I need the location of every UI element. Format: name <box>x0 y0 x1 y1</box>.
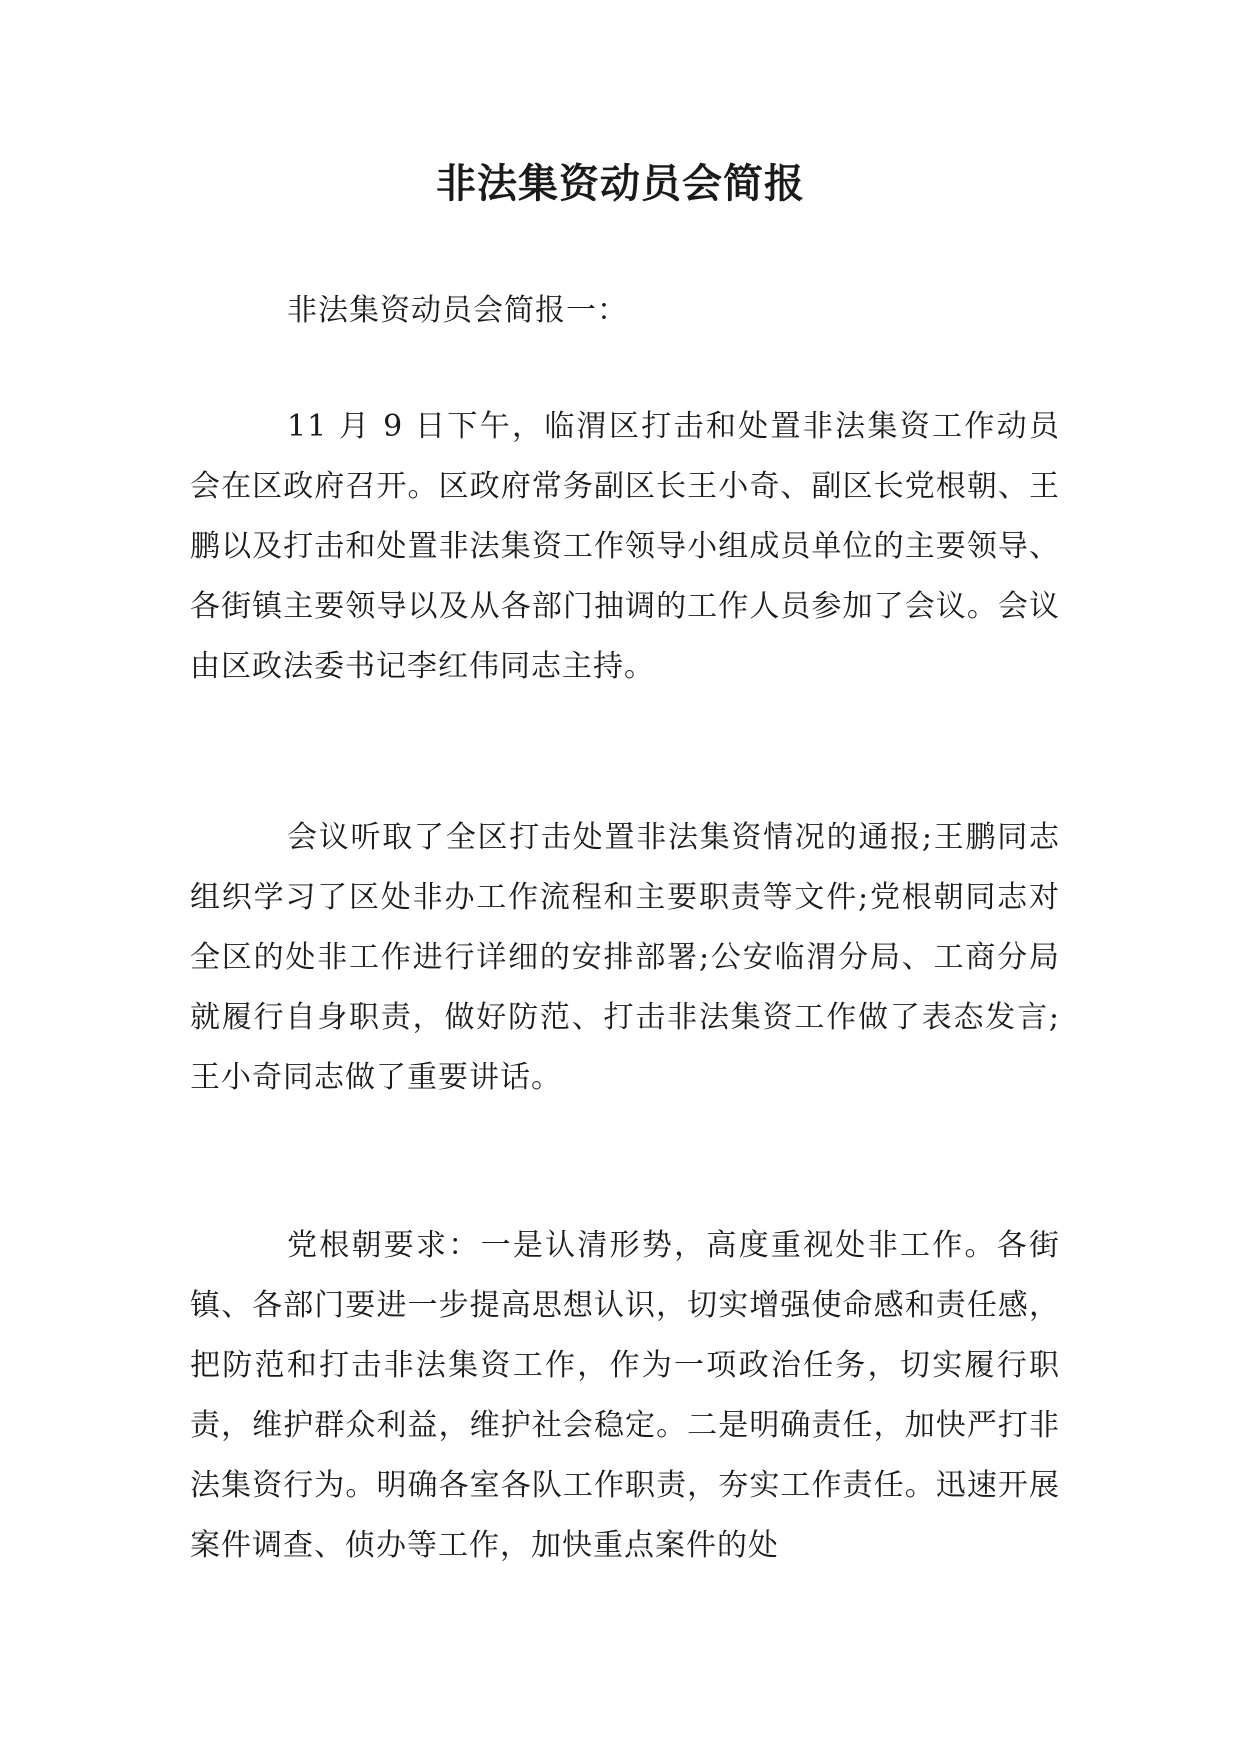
document-title: 非法集资动员会简报 <box>436 160 805 207</box>
subheading-paragraph: 非法集资动员会简报一： <box>287 293 628 328</box>
body-paragraph: 会议听取了全区打击处置非法集资情况的通报;王鹏同志组织学习了区处非办工作流程和主要职责等文件;党根朝同志对全区的处非工作进行详细的安排部署;公安临渭分局、工商分局就履行自身职责，做好防范、打击非法集资工作做了表态发言;王小奇同志做了重要讲话。 <box>190 820 1060 1095</box>
body-paragraph: 11 月 9 日下午，临渭区打击和处置非法集资工作动员会在区政府召开。区政府常务副区长王小奇、副区长党根朝、王鹏以及打击和处置非法集资工作领导小组成员单位的主要领导、各街镇主要领导以及从各部门抽调的工作人员参加了会议。会议由区政法委书记李红伟同志主持。 <box>190 409 1060 684</box>
body-paragraph: 党根朝要求：一是认清形势，高度重视处非工作。各街镇、各部门要进一步提高思想认识，切实增强使命感和责任感，把防范和打击非法集资工作，作为一项政治任务，切实履行职责，维护群众利益，维护社会稳定。二是明确责任，加快严打非法集资行为。明确各室各队工作职责，夯实工作责任。迅速开展案件调查、侦办等工作，加快重点案件的处 <box>190 1228 1060 1563</box>
